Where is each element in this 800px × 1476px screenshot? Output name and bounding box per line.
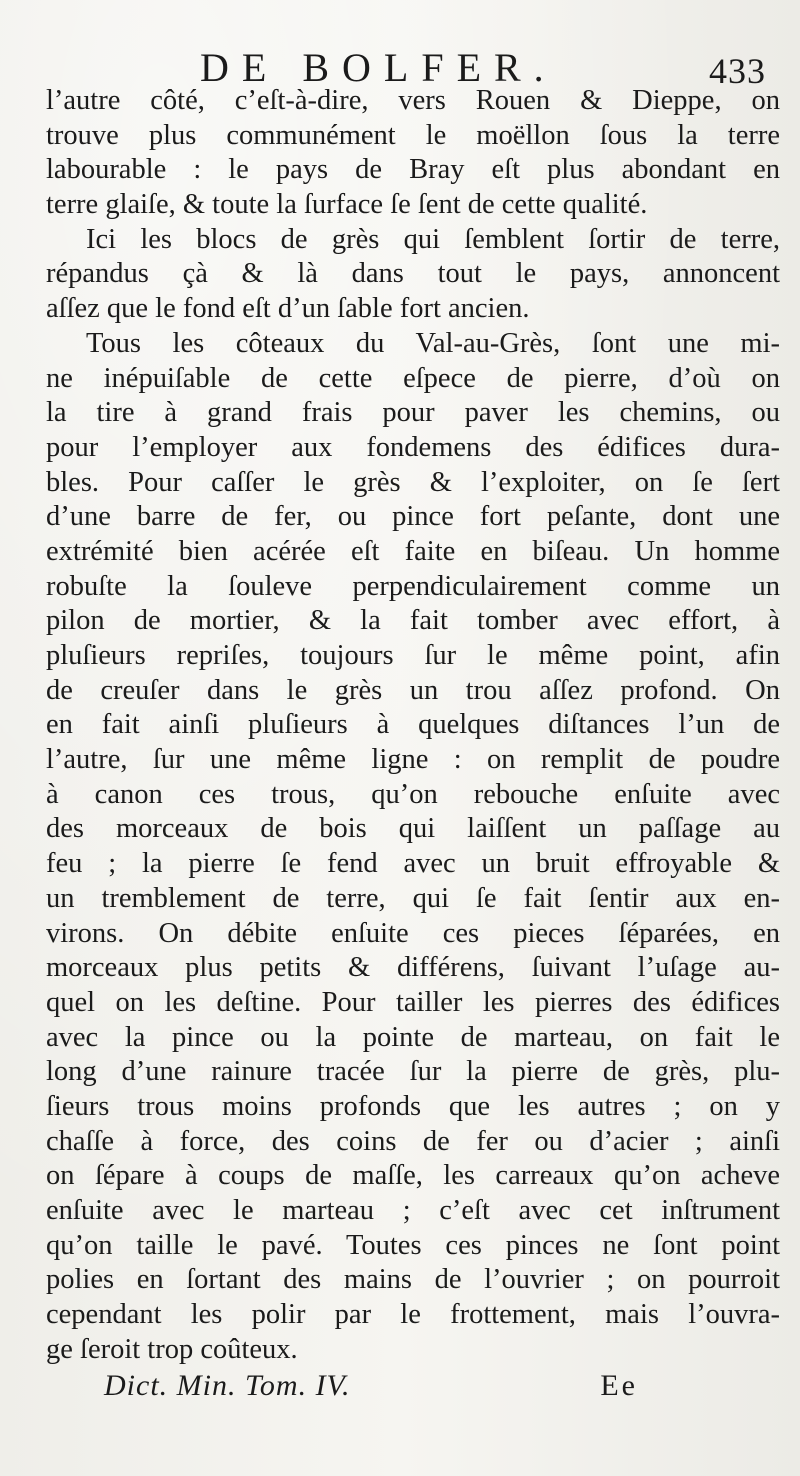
text-line: Ici les blocs de grès qui ſemblent ſortir de terre, xyxy=(86,223,780,255)
text-line: un tremblement de terre, qui ſe fait ſentir aux en- xyxy=(46,882,780,914)
text-line: avec la pince ou la pointe de marteau, on fait le xyxy=(46,1021,780,1053)
text-line: pluſieurs repriſes, toujours ſur le même point, afin xyxy=(46,640,780,671)
text-line: terre glaiſe, & toute la ſurface ſe ſent de cette qualité. xyxy=(46,189,648,221)
text-line: d’une barre de fer, ou pince fort peſante, dont une xyxy=(46,501,780,533)
text-line: robuſte la ſouleve perpendiculairement comme un xyxy=(46,570,780,602)
text-line: cependant les polir par le frottement, mais l’ouvra- xyxy=(46,1299,780,1331)
text-line: extrémité bien acérée eſt faite en biſeau. Un homme xyxy=(46,535,780,567)
text-line: répandus çà & là dans tout le pays, annoncent xyxy=(46,258,780,290)
text-line: bles. Pour caſſer le grès & l’exploiter, on ſe ſert xyxy=(46,466,780,498)
text-line: on ſépare à coups de maſſe, les carreaux qu’on acheve xyxy=(46,1160,780,1192)
text-line: long d’une rainure tracée ſur la pierre de grès, plu- xyxy=(46,1056,780,1088)
text-line: en fait ainſi pluſieurs à quelques diſtances l’un de xyxy=(46,709,780,741)
text-line: pour l’employer aux fondemens des édifices dura- xyxy=(46,431,780,463)
page-footer xyxy=(40,1366,776,1406)
text-line: qu’on taille le pavé. Toutes ces pinces ne ſont point xyxy=(46,1229,780,1261)
text-line: ge ſeroit trop coûteux. xyxy=(46,1333,298,1365)
body-text xyxy=(46,84,780,1367)
text-line: à canon ces trous, qu’on rebouche enſuite avec xyxy=(46,778,780,810)
text-line: ſieurs trous moins profonds que les autres ; on y xyxy=(46,1090,780,1122)
text-line: virons. On débite enſuite ces pieces ſéparées, en xyxy=(46,917,780,949)
signature-line: Dict. Min. Tom. IV. xyxy=(104,1369,351,1402)
text-line: aſſez que le fond eſt d’un ſable fort ancien. xyxy=(46,293,530,325)
text-line: chaſſe à force, des coins de fer ou d’acier ; ainſi xyxy=(46,1125,780,1157)
signature-mark: Ee xyxy=(600,1369,638,1402)
text-line: l’autre, ſur une même ligne : on remplit de poudre xyxy=(46,744,780,776)
page-number: 433 xyxy=(709,51,766,91)
text-line: Tous les côteaux du Val-au-Grès, ſont une mi- xyxy=(86,327,780,359)
text-line: enſuite avec le marteau ; c’eſt avec cet inſtrument xyxy=(46,1195,780,1226)
text-line: ne inépuiſable de cette eſpece de pierre, d’où on xyxy=(46,362,780,394)
text-line: l’autre côté, c’eſt-à-dire, vers Rouen & Dieppe, on xyxy=(46,85,780,116)
text-line: labourable : le pays de Bray eſt plus abondant en xyxy=(46,154,780,186)
text-line: trouve plus communément le moëllon ſous la terre xyxy=(46,119,780,151)
text-line: feu ; la pierre ſe fend avec un bruit effroyable & xyxy=(46,848,780,880)
text-line: la tire à grand frais pour paver les chemins, ou xyxy=(46,397,780,429)
text-line: polies en ſortant des mains de l’ouvrier ; on pourroit xyxy=(46,1264,780,1296)
text-line: morceaux plus petits & différens, ſuivant l’uſage au- xyxy=(46,952,780,984)
text-line: des morceaux de bois qui laiſſent un paſſage au xyxy=(46,813,780,845)
text-line: quel on les deſtine. Pour tailler les pierres des édifices xyxy=(46,986,780,1018)
text-line: pilon de mortier, & la fait tomber avec effort, à xyxy=(46,605,780,637)
running-title: DE BOLFER. xyxy=(200,45,557,90)
text-line: de creuſer dans le grès un trou aſſez profond. On xyxy=(46,674,780,706)
